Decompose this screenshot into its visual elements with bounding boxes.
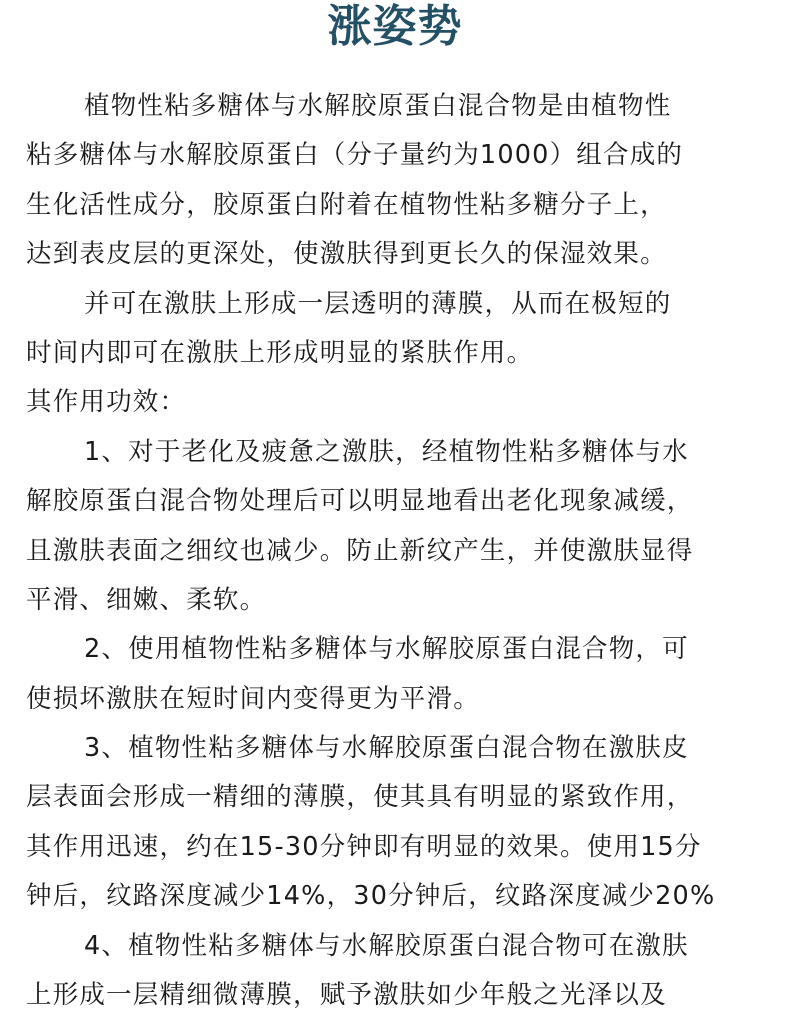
paragraph-line: 植物性粘多糖体与水解胶原蛋白混合物是由植物性 (84, 91, 672, 121)
list-item-line: 4、植物性粘多糖体与水解胶原蛋白混合物可在激肤 (84, 930, 689, 961)
list-item-line: 且激肤表面之细纹也减少。防止新纹产生，并使激肤显得 (26, 535, 694, 566)
paragraph-line: 达到表皮层的更深处，使激肤得到更长久的保湿效果。 (26, 239, 667, 270)
list-item-line: 解胶原蛋白混合物处理后可以明显地看出老化现象减缓， (26, 486, 694, 517)
paragraph-line: 时间内即可在激肤上形成明显的紧肤作用。 (26, 337, 534, 368)
list-item-line: 上形成一层精细微薄膜，赋予激肤如少年般之光泽以及 (26, 980, 667, 1011)
section-heading: 其作用功效： (26, 387, 187, 418)
list-item-line: 其作用迅速，约在15-30分钟即有明显的效果。使用15分 (26, 831, 702, 862)
paragraph-line: 粘多糖体与水解胶原蛋白（分子量约为1000）组合成的 (26, 140, 684, 171)
paragraph-line: 生化活性成分，胶原蛋白附着在植物性粘多糖分子上， (26, 189, 667, 220)
list-item-line: 使损坏激肤在短时间内变得更为平滑。 (26, 683, 480, 714)
list-item-line: 3、植物性粘多糖体与水解胶原蛋白混合物在激肤皮 (84, 733, 689, 764)
list-item-line: 层表面会形成一精细的薄膜，使其具有明显的紧致作用， (26, 782, 694, 813)
paragraph-line: 并可在激肤上形成一层透明的薄膜，从而在极短的 (84, 288, 672, 319)
list-item-line: 1、对于老化及疲惫之激肤，经植物性粘多糖体与水 (84, 436, 689, 467)
list-item-line: 平滑、细嫩、柔软。 (26, 584, 267, 615)
article-body (26, 82, 778, 1020)
page-title: 涨姿势 (327, 1, 463, 52)
list-item-line: 钟后，纹路深度减少14%，30分钟后，纹路深度减少20% (26, 881, 716, 912)
list-item-line: 2、使用植物性粘多糖体与水解胶原蛋白混合物，可 (84, 634, 689, 665)
